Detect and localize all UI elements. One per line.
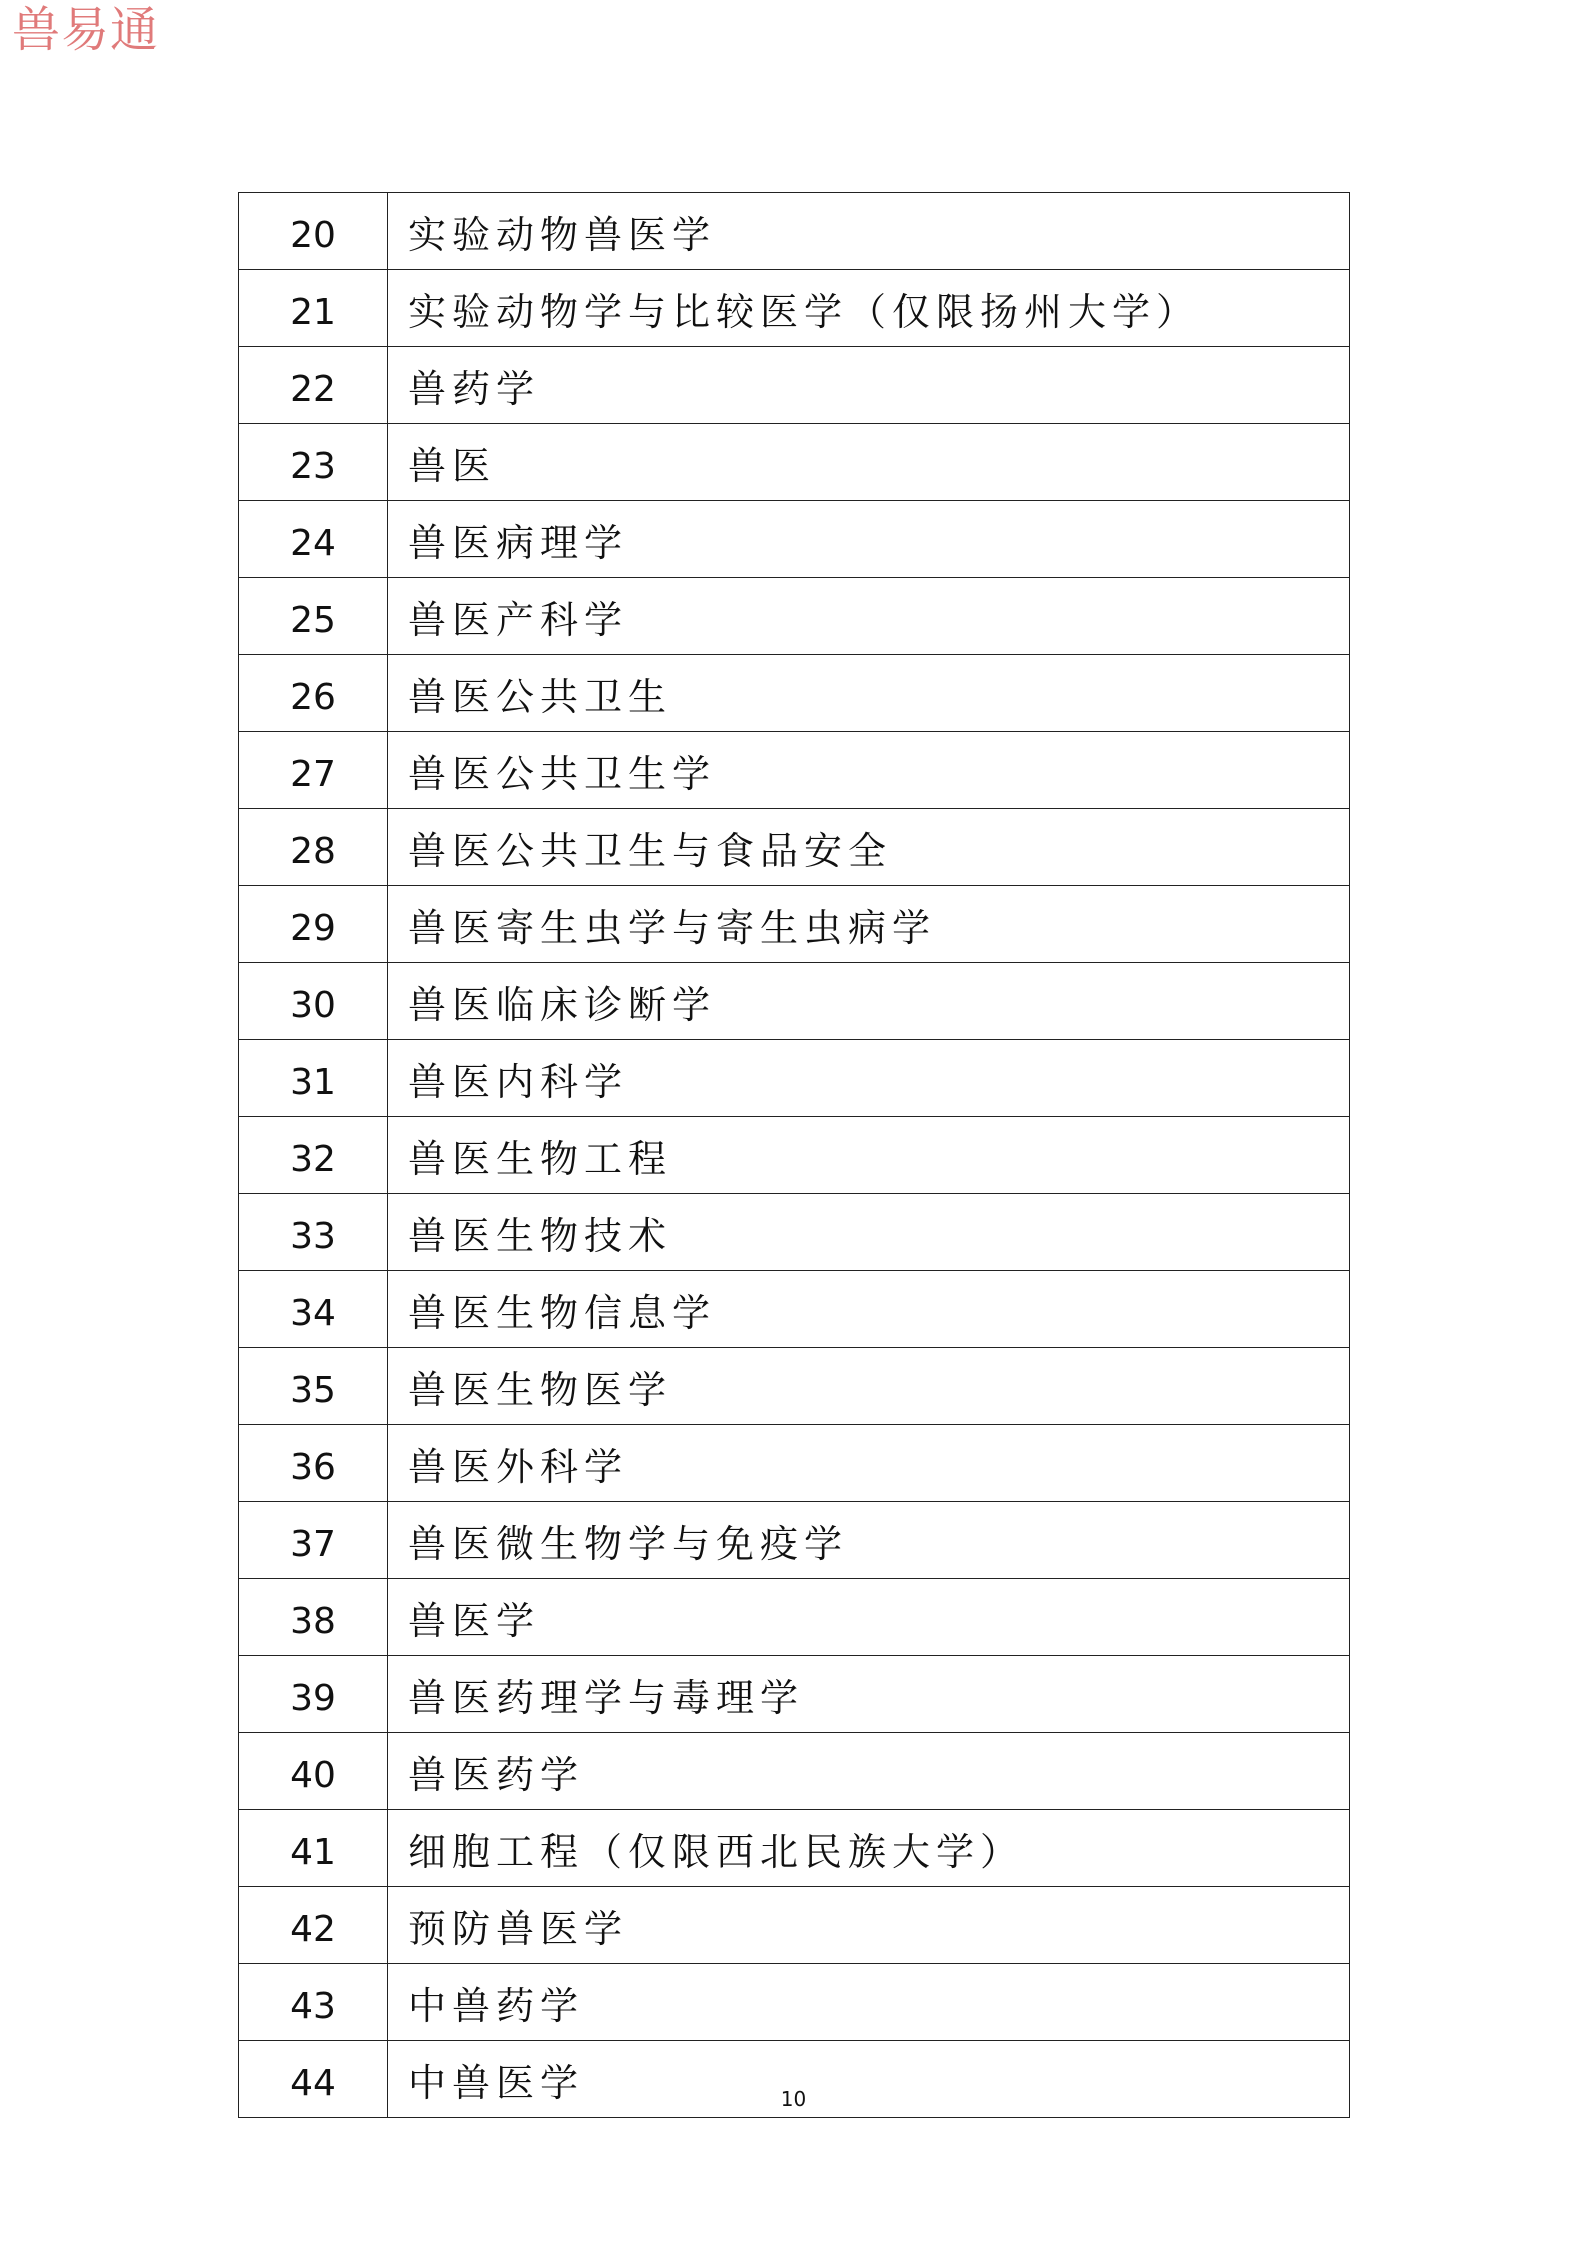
table-row [239, 424, 1350, 501]
major-name-cell: 兽医学 [388, 1579, 1350, 1656]
row-number-cell: 41 [239, 1810, 388, 1887]
major-name-cell: 中兽药学 [388, 1964, 1350, 2041]
table-row [239, 1964, 1350, 2041]
table-row [239, 1348, 1350, 1425]
major-name-cell: 兽医病理学 [388, 501, 1350, 578]
row-number-cell: 26 [239, 655, 388, 732]
table-row [239, 1656, 1350, 1733]
row-number-cell: 21 [239, 270, 388, 347]
row-number-cell: 28 [239, 809, 388, 886]
row-number-cell: 38 [239, 1579, 388, 1656]
major-name-cell: 兽医产科学 [388, 578, 1350, 655]
table-row [239, 578, 1350, 655]
row-number-cell: 20 [239, 193, 388, 270]
major-name-cell: 兽医药理学与毒理学 [388, 1656, 1350, 1733]
row-number-cell: 30 [239, 963, 388, 1040]
major-name-cell: 兽医生物信息学 [388, 1271, 1350, 1348]
major-name-cell: 兽医药学 [388, 1733, 1350, 1810]
majors-table-body [239, 193, 1350, 2118]
table-row [239, 963, 1350, 1040]
major-name-cell: 兽药学 [388, 347, 1350, 424]
row-number-cell: 39 [239, 1656, 388, 1733]
row-number-cell: 37 [239, 1502, 388, 1579]
major-name-cell: 兽医生物医学 [388, 1348, 1350, 1425]
row-number-cell: 43 [239, 1964, 388, 2041]
table-row [239, 1117, 1350, 1194]
table-row [239, 1810, 1350, 1887]
major-name-cell: 细胞工程（仅限西北民族大学） [388, 1810, 1350, 1887]
row-number-cell: 31 [239, 1040, 388, 1117]
table-row [239, 1733, 1350, 1810]
row-number-cell: 25 [239, 578, 388, 655]
page-number: 10 [780, 2087, 807, 2111]
row-number-cell: 34 [239, 1271, 388, 1348]
row-number-cell: 24 [239, 501, 388, 578]
row-number-cell: 33 [239, 1194, 388, 1271]
watermark-text: 兽易通 [12, 2, 160, 58]
major-name-cell: 兽医内科学 [388, 1040, 1350, 1117]
row-number-cell: 35 [239, 1348, 388, 1425]
major-name-cell: 兽医公共卫生学 [388, 732, 1350, 809]
major-name-cell: 兽医寄生虫学与寄生虫病学 [388, 886, 1350, 963]
major-name-cell: 兽医公共卫生 [388, 655, 1350, 732]
row-number-cell: 27 [239, 732, 388, 809]
table-row [239, 1887, 1350, 1964]
row-number-cell: 36 [239, 1425, 388, 1502]
table-row [239, 655, 1350, 732]
table-row [239, 347, 1350, 424]
table-row [239, 193, 1350, 270]
major-name-cell: 中兽医学 [388, 2041, 1350, 2118]
majors-table [238, 192, 1350, 2118]
major-name-cell: 兽医 [388, 424, 1350, 501]
row-number-cell: 44 [239, 2041, 388, 2118]
major-name-cell: 兽医生物工程 [388, 1117, 1350, 1194]
table-row [239, 1425, 1350, 1502]
row-number-cell: 29 [239, 886, 388, 963]
major-name-cell: 实验动物兽医学 [388, 193, 1350, 270]
row-number-cell: 32 [239, 1117, 388, 1194]
row-number-cell: 42 [239, 1887, 388, 1964]
major-name-cell: 兽医公共卫生与食品安全 [388, 809, 1350, 886]
row-number-cell: 40 [239, 1733, 388, 1810]
row-number-cell: 22 [239, 347, 388, 424]
table-row [239, 1579, 1350, 1656]
table-row [239, 1271, 1350, 1348]
table-row [239, 886, 1350, 963]
major-name-cell: 兽医临床诊断学 [388, 963, 1350, 1040]
table-row [239, 270, 1350, 347]
table-row [239, 732, 1350, 809]
table-row [239, 809, 1350, 886]
major-name-cell: 预防兽医学 [388, 1887, 1350, 1964]
row-number-cell: 23 [239, 424, 388, 501]
table-row [239, 1194, 1350, 1271]
major-name-cell: 兽医外科学 [388, 1425, 1350, 1502]
major-name-cell: 兽医微生物学与免疫学 [388, 1502, 1350, 1579]
table-row [239, 1502, 1350, 1579]
table-row [239, 1040, 1350, 1117]
major-name-cell: 兽医生物技术 [388, 1194, 1350, 1271]
table-row [239, 501, 1350, 578]
major-name-cell: 实验动物学与比较医学（仅限扬州大学） [388, 270, 1350, 347]
